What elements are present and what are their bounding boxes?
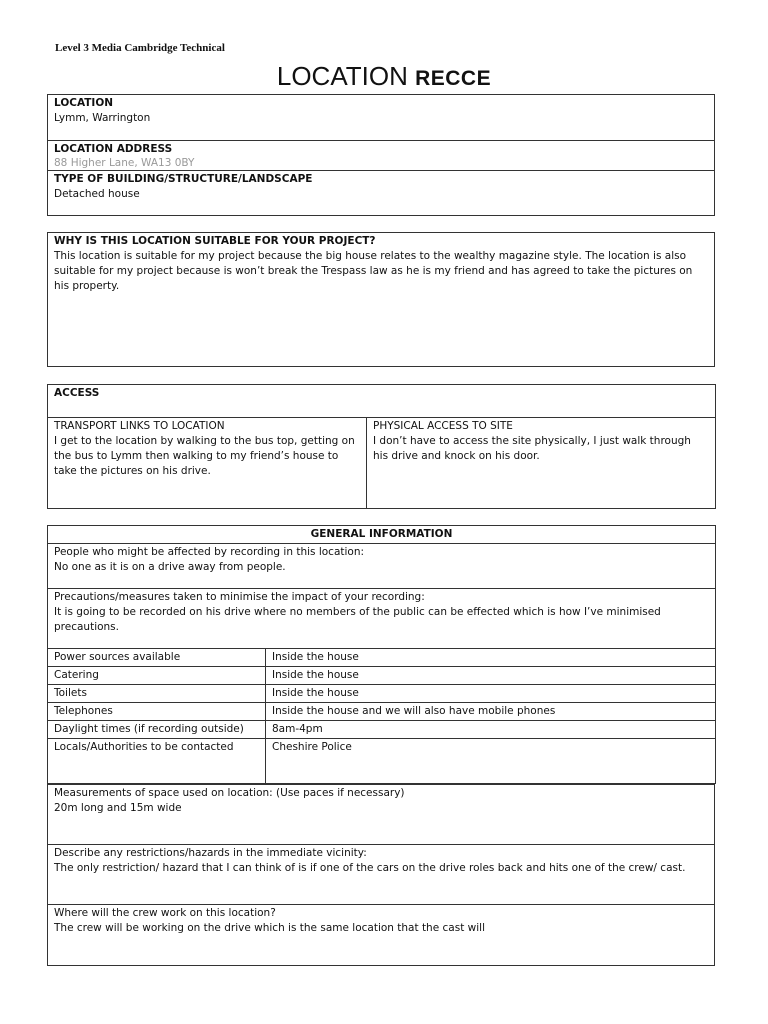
address-value: 88 Higher Lane, WA13 0BY [54, 157, 195, 169]
physical-access-label: PHYSICAL ACCESS TO SITE [373, 420, 513, 432]
crew-label: Where will the crew work on this location? [54, 907, 276, 919]
info-row-value: Inside the house [266, 649, 716, 667]
address-cell [48, 141, 715, 171]
info-row-value: Cheshire Police [266, 739, 716, 784]
hazards-cell [48, 845, 715, 905]
transport-value: I get to the location by walking to the bus top, getting on the bus to Lymm then walking to my friend’s house to take the pictures on his drive. [54, 435, 355, 477]
general-info-heading: GENERAL INFORMATION [48, 526, 716, 544]
crew-cell [48, 905, 715, 966]
location-table [47, 94, 715, 216]
location-value: Lymm, Warrington [54, 112, 151, 124]
physical-access-cell [367, 418, 716, 509]
measurements-table [47, 784, 715, 966]
info-row-label: Daylight times (if recording outside) [48, 721, 266, 739]
page-title [0, 58, 768, 95]
type-value: Detached house [54, 188, 140, 200]
affected-label: People who might be affected by recording in this location: [54, 546, 365, 558]
physical-access-value: I don’t have to access the site physically, I just walk through his drive and knock on his door. [373, 435, 691, 462]
precautions-value: It is going to be recorded on his drive where no members of the public can be effected which is how I’ve minimised precautions. [54, 606, 661, 633]
info-row-label: Toilets [48, 685, 266, 703]
hazards-value: The only restriction/ hazard that I can think of is if one of the cars on the drive roles back and hits one of the crew/ cast. [54, 862, 686, 874]
access-table [47, 384, 716, 509]
general-info-table [47, 525, 716, 784]
info-row-value: Inside the house [266, 667, 716, 685]
access-label: ACCESS [48, 385, 716, 418]
crew-value: The crew will be working on the drive which is the same location that the cast will [54, 922, 485, 934]
transport-label: TRANSPORT LINKS TO LOCATION [54, 420, 225, 432]
info-row-value: Inside the house and we will also have mobile phones [266, 703, 716, 721]
transport-cell [48, 418, 367, 509]
precautions-cell [48, 589, 716, 649]
affected-value: No one as it is on a drive away from people. [54, 561, 286, 573]
info-row-label: Telephones [48, 703, 266, 721]
info-row-label: Catering [48, 667, 266, 685]
suitability-value: This location is suitable for my project because the big house relates to the wealthy magazine style. The location is also suitable for my project because is won’t break the Trespass law as he is my friend and has agreed to take the pictures on his property. [54, 250, 693, 292]
type-label: TYPE OF BUILDING/STRUCTURE/LANDSCAPE [54, 173, 313, 185]
info-row-value: Inside the house [266, 685, 716, 703]
title-part-recce: RECCE [415, 67, 492, 90]
info-row-label: Locals/Authorities to be contacted [48, 739, 266, 784]
document-header: Level 3 Media Cambridge Technical [55, 42, 225, 54]
title-part-location: LOCATION [276, 61, 408, 91]
info-row-label: Power sources available [48, 649, 266, 667]
location-label: LOCATION [54, 97, 114, 109]
precautions-label: Precautions/measures taken to minimise the impact of your recording: [54, 591, 425, 603]
measurements-cell [48, 785, 715, 845]
info-row-value: 8am-4pm [266, 721, 716, 739]
suitability-label: WHY IS THIS LOCATION SUITABLE FOR YOUR PROJECT? [54, 235, 376, 247]
hazards-label: Describe any restrictions/hazards in the immediate vicinity: [54, 847, 367, 859]
type-cell [48, 171, 715, 216]
address-label: LOCATION ADDRESS [54, 143, 173, 155]
measurements-value: 20m long and 15m wide [54, 802, 182, 814]
affected-cell [48, 544, 716, 589]
suitability-cell [48, 233, 715, 367]
location-cell [48, 95, 715, 141]
measurements-label: Measurements of space used on location: (Use paces if necessary) [54, 787, 405, 799]
suitability-table [47, 232, 715, 367]
